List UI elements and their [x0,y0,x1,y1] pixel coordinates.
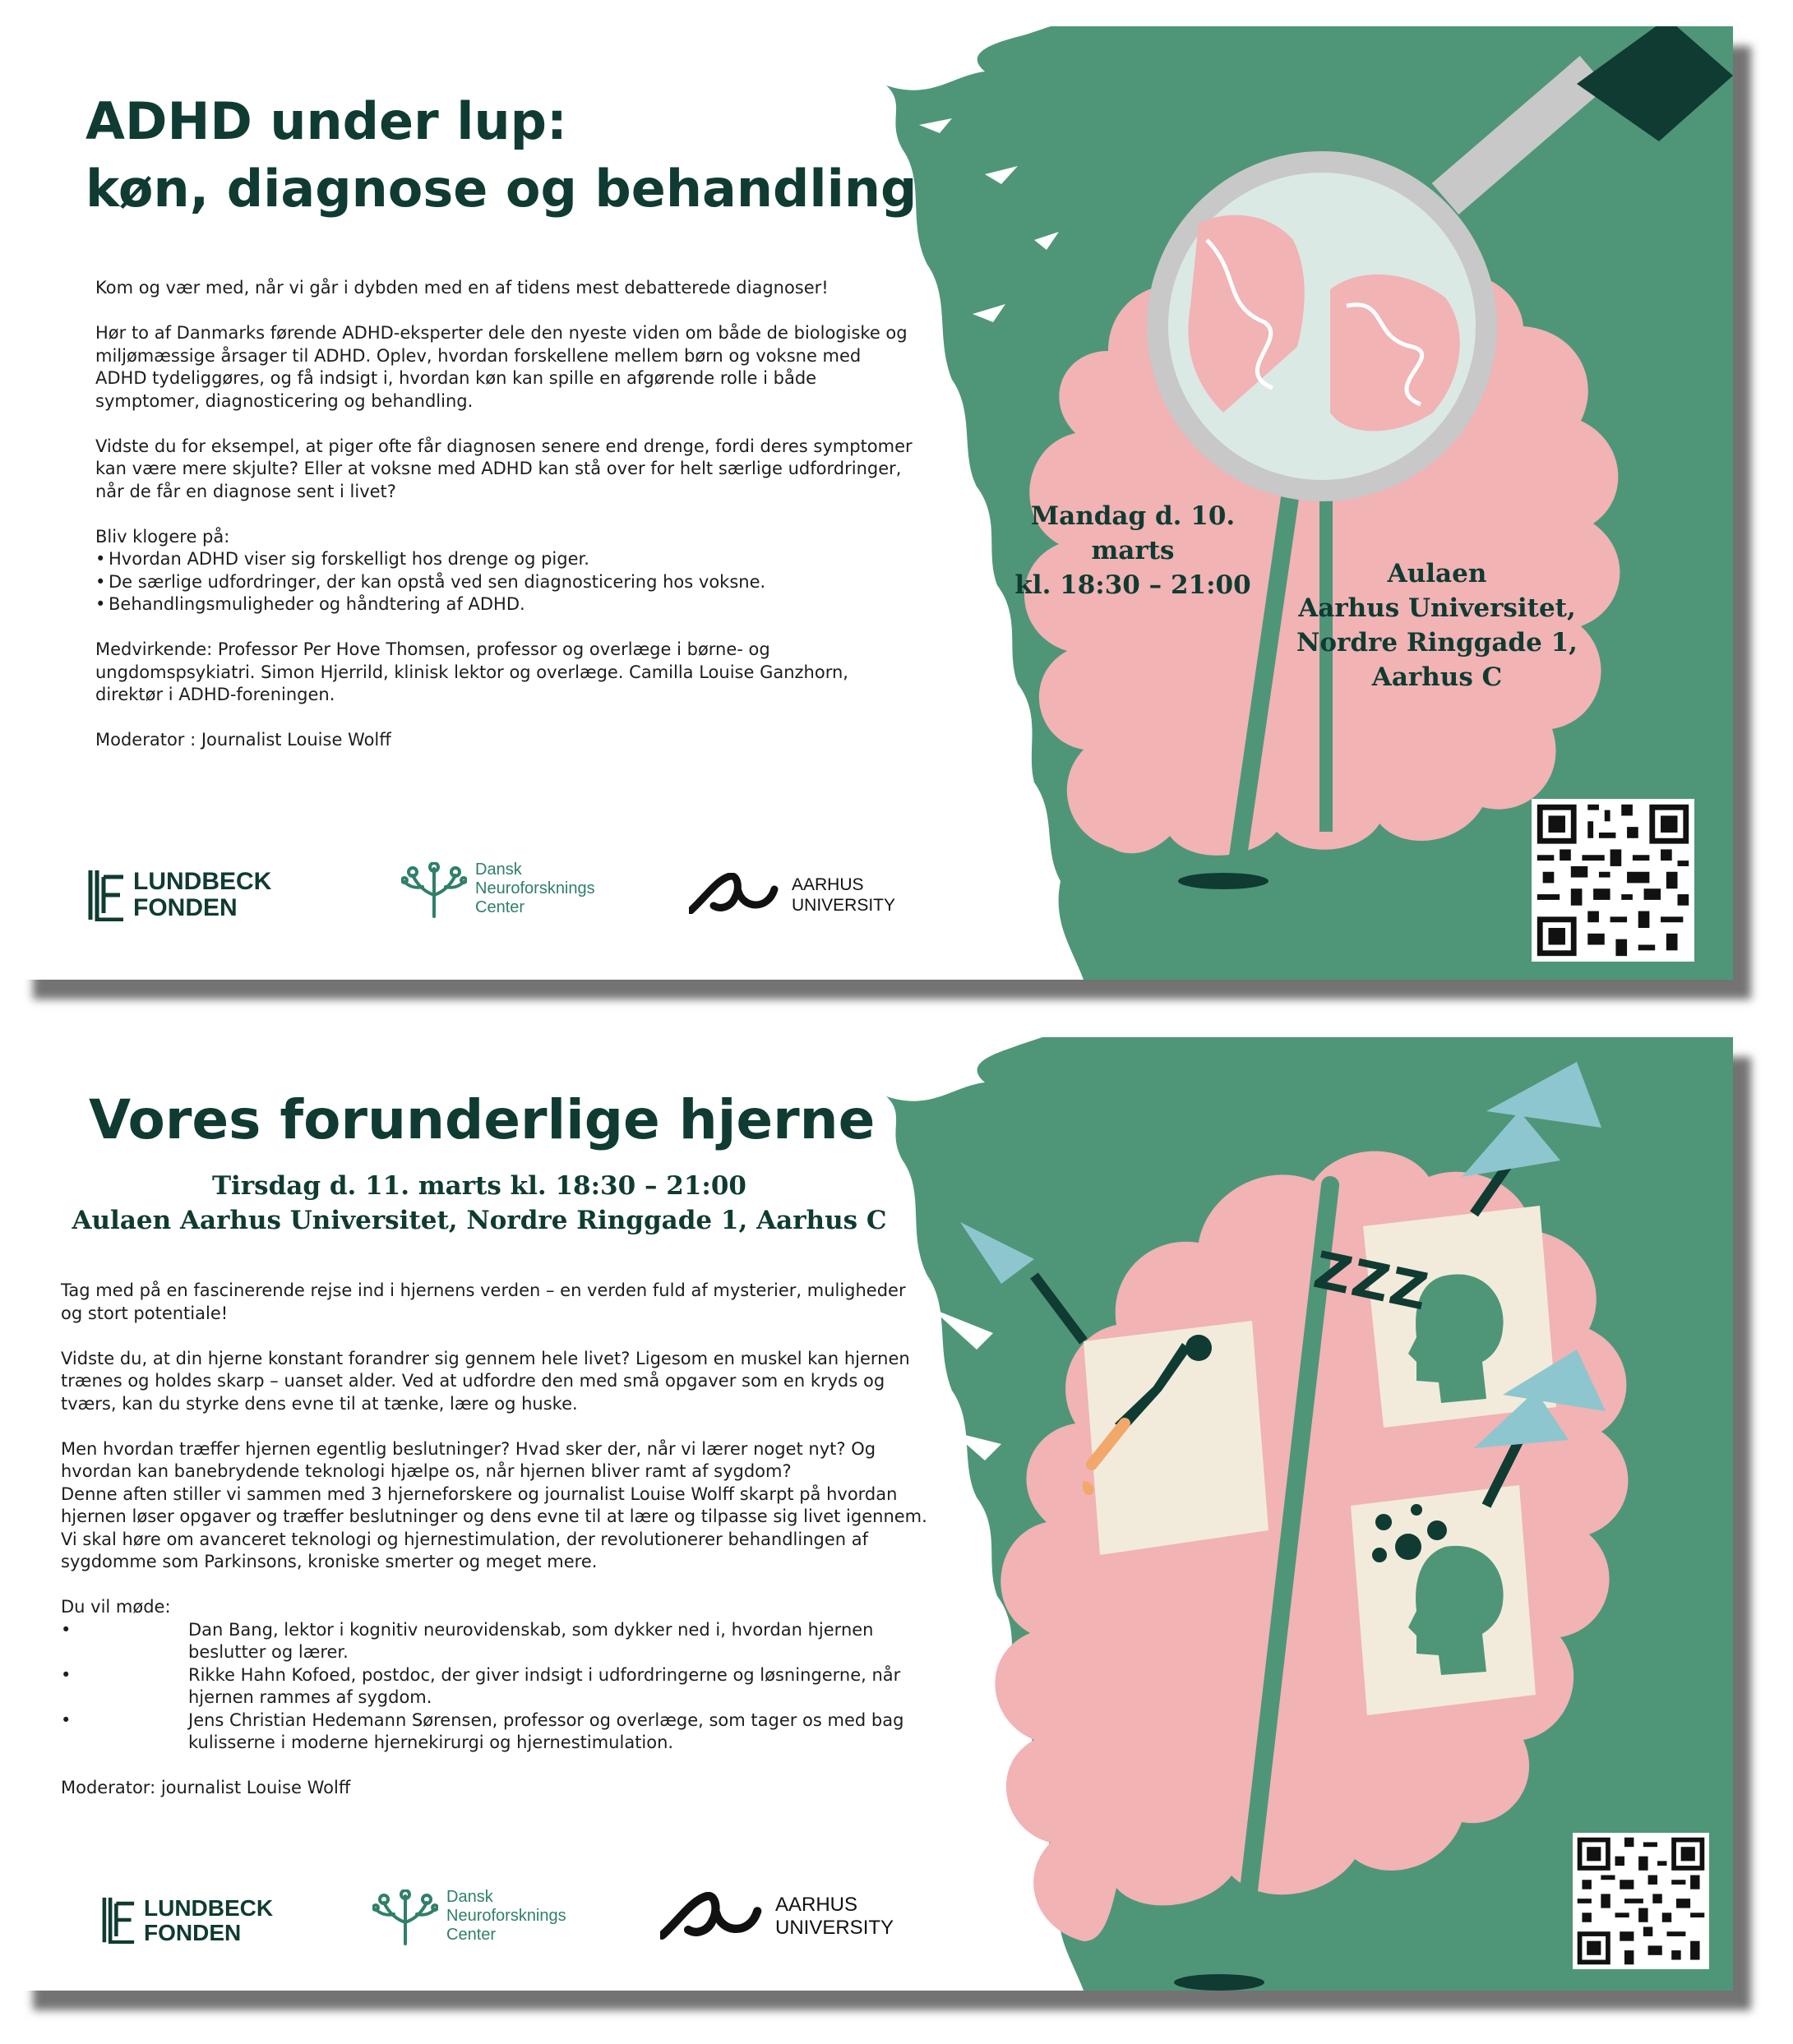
bullet-text: Hvordan ADHD viser sig forskelligt hos drenge og piger. [109,549,589,569]
au-line-1: AARHUS [775,1894,858,1916]
bullet-icon: • [95,594,106,614]
list-item [95,593,917,616]
speaker-text: Dan Bang, lektor i kognitiv neurovidenskab, som dykker ned i, hvordan hjernen beslutter og lærer. [188,1619,874,1662]
time-line: kl. 18:30 – 21:00 [1014,570,1251,600]
venue-line-2: Aarhus Universitet, [1298,593,1576,623]
bullet-icon: • [61,1619,72,1640]
title-line-1: ADHD under lup: [85,91,567,151]
paragraph-4: Denne aften stiller vi sammen med 3 hjerneforskere og journalist Louise Wolff skarpt på hvordan hjernen løser opgaver og træffer beslutninger og dens evne til at lære og tilpasse sig livet igennem. Vi skal høre om avanceret teknologi og hjernestimulation, der revolutionerer behandlingen af sygdomme som Parkinsons, kroniske smerter og meget mere. [61,1483,927,1571]
learn-heading: Bliv klogere på: [95,526,230,547]
au-line-2: UNIVERSITY [775,1917,894,1939]
participants-text: Medvirkende: Professor Per Hove Thomsen, professor og overlæge i børne- og ungdomspsykiatri. Simon Hjerrild, klinisk lektor og overlæge. Camilla Louise Ganzhorn, direktør i ADHD-foreningen. [95,639,848,704]
list-item [95,571,917,594]
list-item [95,548,917,571]
event-venue [1281,556,1593,694]
moderator-text: Moderator: journalist Louise Wolff [61,1778,351,1797]
neuron-tree-icon [372,1889,438,1947]
bullet-text: Behandlingsmuligheder og håndtering af ADHD. [109,594,525,614]
lundbeck-line-1: LUNDBECK [144,1895,274,1921]
dnc-line-2: Neuroforsknings [475,879,595,897]
bullet-icon: • [61,1709,72,1730]
dnc-line-2: Neuroforsknings [446,1907,566,1925]
list-item [61,1664,932,1709]
intro-text: Kom og vær med, når vi går i dybden med en af tidens mest debatterede diagnoser! [95,278,829,298]
lundbeck-mark-icon [87,869,127,921]
sleep-zzz-icon: ZZZ [1308,1239,1435,1322]
list-item [61,1619,932,1664]
qr-code[interactable] [1573,1833,1709,1969]
venue-line-1: Aulaen [1387,559,1487,588]
lundbeck-line-1: LUNDBECK [133,868,272,895]
meet-heading: Du vil møde: [61,1597,171,1617]
bullet-icon: • [61,1664,72,1685]
neuron-tree-icon [401,862,467,920]
speaker-text: Rikke Hahn Kofoed, postdoc, der giver indsigt i udfordringerne og løsningerne, når hjernen rammes af sygdom. [188,1664,901,1707]
event-date-time: Tirsdag d. 11. marts kl. 18:30 – 21:00 [211,1171,746,1201]
speaker-text: Jens Christian Hedemann Sørensen, professor og overlæge, som tager os med bag kulisserne i moderne hjernekirurgi og hjernestimulation. [188,1709,904,1752]
event-description [95,277,917,752]
au-mark-icon [660,1892,763,1940]
dnc-line-1: Dansk [446,1888,493,1906]
lundbeck-line-2: FONDEN [144,1920,242,1945]
event-title [85,88,917,223]
bullet-icon: • [95,549,106,569]
paragraph-3: Men hvordan træffer hjernen egentlig beslutninger? Hvad sker der, når vi lærer noget nyt? Og hvordan kan banebrydende teknologi hjælpe os, når hjernen bliver ramt af sygdom? [61,1438,876,1481]
event-description [61,1280,932,1800]
date-line: Mandag d. 10. marts [1030,501,1236,565]
lundbeck-line-2: FONDEN [133,894,238,921]
venue-line-4: Aarhus C [1371,662,1503,692]
paragraph-2: Hør to af Danmarks førende ADHD-eksperter dele den nyeste viden om både de biologiske og miljømæssige årsager til ADHD. Oplev, hvordan forskellene mellem børn og voksne med ADHD tydeliggøres, og få indsigt i, hvordan køn kan spille en afgørende rolle i både symptomer, diagnosticering og behandling. [95,323,908,411]
event-venue: Aulaen Aarhus Universitet, Nordre Ringgade 1, Aarhus C [72,1206,887,1235]
list-item [61,1709,932,1755]
dnc-line-1: Dansk [475,861,522,879]
au-line-2: UNIVERSITY [792,896,896,915]
qr-code[interactable] [1532,799,1694,962]
paragraph-2: Vidste du, at din hjerne konstant forandrer sig gennem hele livet? Ligesom en muskel kan hjernen trænes og holdes skarp – uanset alder. Ved at udfordre den med små opgaver som en kryds og tværs, kan du styrke dens evne til at tænke, lære og huske. [61,1348,910,1414]
event-card-brain [15,1037,1733,1991]
event-card-adhd [15,26,1733,980]
paragraph-3: Vidste du for eksempel, at piger ofte får diagnosen senere end drenge, fordi deres symptomer kan være mere skjulte? Eller at voksne med ADHD kan stå over for helt særlige udfordringer, når de får en diagnose sent i livet? [95,436,913,501]
event-date-time [985,499,1281,602]
venue-line-3: Nordre Ringgade 1, [1296,628,1578,657]
dnc-line-3: Center [446,1926,497,1944]
lundbeck-mark-icon [101,1896,137,1944]
dnc-line-3: Center [475,898,525,916]
event-title: Vores forunderlige hjerne [89,1088,876,1151]
au-mark-icon [689,873,779,914]
au-line-1: AARHUS [792,875,864,894]
title-line-2: køn, diagnose og behandling [85,159,917,219]
moderator-text: Moderator : Journalist Louise Wolff [95,730,391,750]
bullet-icon: • [95,571,106,592]
bullet-text: De særlige udfordringer, der kan opstå ved sen diagnosticering hos voksne. [109,571,766,592]
intro-text: Tag med på en fascinerende rejse ind i hjernens verden – en verden fuld af mysterier, muligheder og stort potentiale! [61,1280,906,1323]
